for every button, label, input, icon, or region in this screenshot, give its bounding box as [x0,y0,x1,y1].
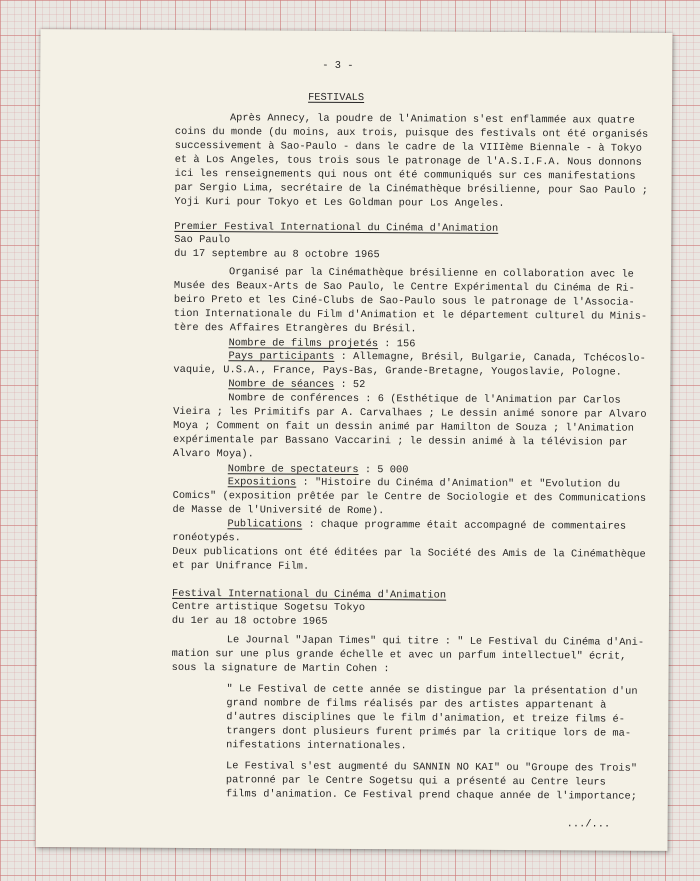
text-line: Vieira ; les Primitifs par A. Carvalhaes ; Le dessin animé sonore par Alvaro [173,405,647,421]
text-line: Musée des Beaux-Arts de Sao Paulo, le Centre Expérimental du Cinéma de Ri- [173,279,635,295]
spectators-label: Nombre de spectateurs [227,463,359,477]
quote-line: d'autres disciplines que le film d'animation, et treize films é- [226,711,626,726]
films-count-label: Nombre de films projetés [228,337,379,351]
quote-line: " Le Festival de cette année se distingue par la présentation d'un [226,683,638,698]
sessions-value: : 52 [334,378,366,392]
text-line: de Masse de l'Université de Rome). [172,503,385,518]
text-line: Le Journal "Japan Times" qui titre : " Le Festival du Cinéma d'Ani- [226,634,645,649]
text-line: par Sergio Lima, secrétaire de la Cinémathèque brésilienne, pour Sao Paulo ; [174,181,648,197]
text-line: Alvaro Moya). [172,447,254,461]
quote-line: nifestations internationales. [226,739,407,753]
text-line: ronéotypés. [172,531,241,545]
quote-line: Le Festival s'est augmenté du SANNIN NO KAI" ou "Groupe des Trois" [225,760,638,775]
text-line: beiro Preto et les Ciné-Clubs de Sao-Paulo sous le patronage de l'Associa- [173,293,635,309]
text-line: Après Annecy, la poudre de l'Animation s'est enflammée aux quatre [229,112,635,127]
text-line: tère des Affaires Etrangères du Brésil. [173,321,417,336]
text-line: coins du monde (du moins, aux trois, puisque des festivals ont été organisés [174,125,649,141]
section-title: Festival International du Cinéma d'Animation [172,587,447,602]
countries-label: Pays participants [228,350,335,363]
films-count-line [229,337,416,351]
countries-line [228,350,645,366]
text-line: Organisé par la Cinémathèque brésilienne en collaboration avec le [228,266,634,281]
section-dates: du 17 septembre au 8 octobre 1965 [174,247,380,262]
text-line: Moya ; Comment on fait un dessin animé par Hamilton de Souza ; l'Animation [173,419,635,435]
text-line: sous la signature de Martin Cohen : [171,661,390,676]
countries-value: : Allemagne, Brésil, Bulgarie, Canada, Tchécoslo- [334,350,646,365]
sessions-label: Nombre de séances [228,378,335,391]
expositions-value: : "Histoire du Cinéma d'Animation" et "Evolution du [296,476,621,491]
text-line: Deux publications ont été éditées par la Société des Amis de la Cinémathèque [172,545,646,561]
text-line: Nombre de conférences : 6 (Esthétique de l'Animation par Carlos [228,392,621,407]
sessions-line [228,378,365,392]
publications-label: Publications [227,518,303,531]
text-line: tion Internationale du Film d'Animation et le département culturel du Minis- [173,307,648,323]
publications-value: : chaque programme était accompagné de commentaires [302,518,627,533]
expositions-line [228,476,621,491]
text-line: ici les renseignements qui nous ont été communiqués sur ces manifestations [174,167,636,183]
document-page [36,29,673,851]
text-line: et par Unifrance Film. [172,559,310,573]
section-dates: du 1er au 18 octobre 1965 [171,614,328,628]
spectators-line [228,463,409,477]
quote-line: films d'animation. Ce Festival prend chaque année de l'importance; [225,788,637,803]
text-line: Comics" (exposition prêtée par le Centre de Sociologie et des Communications [172,489,647,505]
quote-line: grand nombre de films réalisés par des artistes appartenant à [226,697,607,712]
page-number: - 3 - [322,59,354,72]
section-city: Sao Paulo [174,233,231,247]
text-line: expérimentale par Bassano Vaccarini ; le dessin animé à la télévision par [172,433,628,449]
expositions-label: Expositions [227,476,297,489]
quote-line: trangers dont plusieurs furent primés par la critique lors de ma- [226,725,632,740]
quote-line: patronné par le Centre Sogetsu qui a présenté au Centre leurs [225,774,606,789]
publications-line [227,518,626,533]
text-line: vaquie, U.S.A., France, Pays-Bas, Grande-Bretagne, Yougoslavie, Pologne. [173,363,622,379]
text-line: successivement à Sao-Paulo - dans le cadre de la VIIIème Biennale - à Tokyo [174,139,643,155]
text-line: et à Los Angeles, tous trois sous le patronage de l'A.S.I.F.A. Nous donnons [174,153,642,169]
films-count-value: : 156 [378,338,416,351]
spectators-value: : 5 000 [358,464,409,477]
section-heading: FESTIVALS [308,91,365,105]
continuation-mark: .../... [566,818,611,831]
intro-paragraph [41,29,673,210]
text-line: Yoji Kuri pour Tokyo et Les Goldman pour Los Angeles. [174,195,505,210]
text-line: mation sur une plus grande échelle et avec un parfum intellectuel" écrit, [171,647,627,663]
section-place: Centre artistique Sogetsu Tokyo [171,600,366,615]
section-title: Premier Festival International du Cinéma d'Animation [174,220,499,235]
